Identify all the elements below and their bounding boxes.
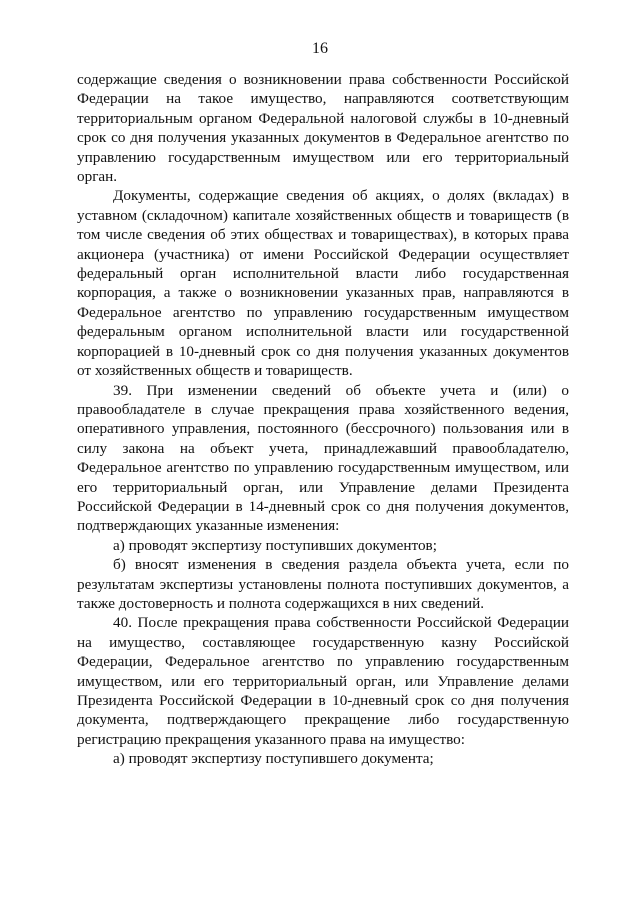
paragraph-shares-documents: Документы, содержащие сведения об акциях, о долях (вкладах) в уставном (складочном) капитале хозяйственных обществ и товариществ (в том числе сведения об этих обществах и товариществах), в которых права акционера (участника) от имени Российской Федерации осуществляет федеральный орган исполнительной власти либо государственная корпорация, а также о возникновении указанных прав, направляются в Федеральное агентство по управлению государственным имуществом федеральным органом исполнительной власти или государственной корпорацией в 10-дневный срок со дня получения указанных документов от хозяйственных обществ и товариществ. <box>77 187 569 380</box>
paragraph-continuation: содержащие сведения о возникновении права собственности Российской Федерации на такое имущество, направляются соответствующим территориальным органом Федеральной налоговой службы в 10-дневный срок со дня получения указанных документов в Федеральное агентство по управлению государственным имуществом или его территориальный орган. <box>77 71 569 186</box>
paragraph-item-39: 39. При изменении сведений об объекте учета и (или) о правообладателе в случае прекращения права хозяйственного ведения, оперативного управления, постоянного (бессрочного) пользования или в силу закона на объект учета, принадлежавший правообладателю, Федеральное агентство по управлению государственным имуществом, или его территориальный орган, или Управление делами Президента Российской Федерации в 14-дневный срок со дня получения документов, подтверждающих указанные изменения: <box>77 381 569 535</box>
paragraph-item-39-a: а) проводят экспертизу поступивших документов; <box>113 536 437 554</box>
paragraph-item-40: 40. После прекращения права собственности Российской Федерации на имущество, составляющее государственную казну Российской Федерации, Федеральное агентство по управлению государственным имуществом, или его территориальный орган, или Управление делами Президента Российской Федерации в 10-дневный срок со дня получения документа, подтверждающего прекращение либо государственную регистрацию прекращения указанного права на имущество: <box>77 614 569 748</box>
page-number: 16 <box>312 40 328 57</box>
paragraph-item-40-a: а) проводят экспертизу поступившего документа; <box>113 750 434 768</box>
paragraph-item-39-b: б) вносят изменения в сведения раздела объекта учета, если по результатам экспертизы установлены полнота поступивших документов, а также достоверность и полнота содержащихся в них сведений. <box>77 556 569 612</box>
document-body <box>77 70 569 769</box>
